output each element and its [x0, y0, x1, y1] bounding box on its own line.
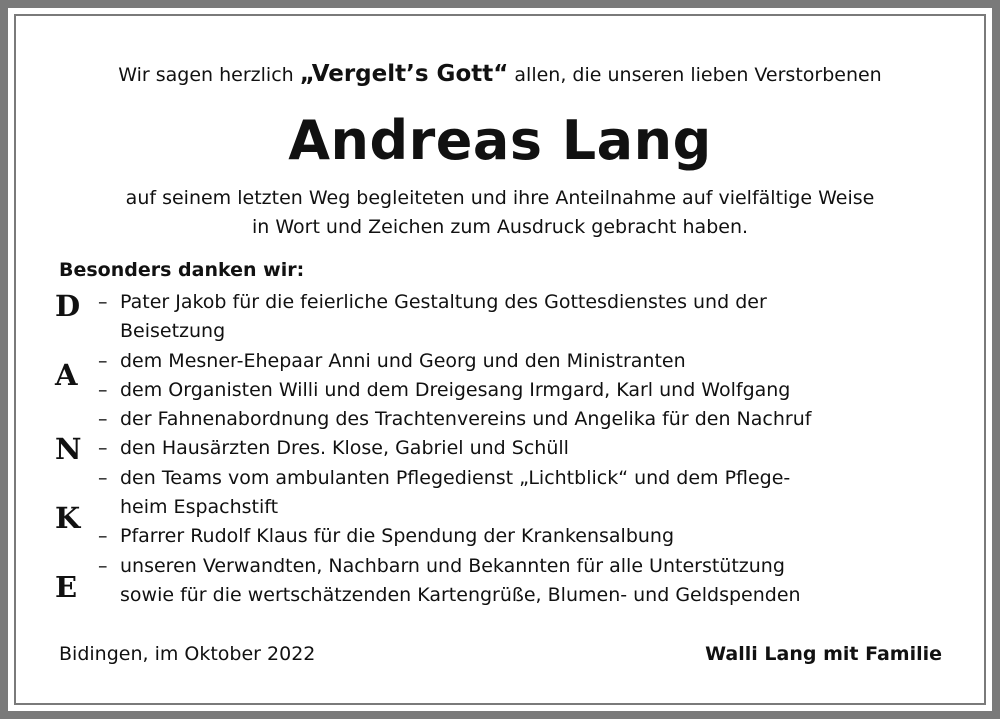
list-item-text: der Fahnenabordnung des Trachtenvereins und Angelika für den Nachruf: [120, 408, 812, 431]
deceased-name: Andreas Lang: [288, 109, 712, 172]
list-dash: –: [98, 349, 108, 372]
list-dash: –: [98, 291, 108, 313]
danke-letter-k: K: [55, 501, 81, 535]
danke-letter-a: A: [55, 358, 78, 392]
intro-text-after: allen, die unseren lieben Verstorbenen: [508, 64, 882, 86]
list-item-text: Pater Jakob für die feierliche Gestaltung des Gottesdienstes und der: [120, 291, 767, 313]
list-item-text: unseren Verwandten, Nachbarn und Bekannten für alle Unterstützung: [120, 554, 785, 577]
intro-quote: „Vergelt’s Gott“: [299, 61, 509, 87]
list-item: [98, 347, 811, 376]
list-item: [98, 405, 811, 434]
list-dash: –: [98, 554, 108, 577]
danke-letter-n: N: [55, 432, 82, 466]
list-item-continuation: heim Espachstift: [120, 496, 279, 519]
list-item-text: dem Organisten Willi und dem Dreigesang Irmgard, Karl und Wolfgang: [120, 378, 791, 401]
list-item-text: Pfarrer Rudolf Klaus für die Spendung der Krankensalbung: [120, 525, 675, 548]
follow-text-line-2: in Wort und Zeichen zum Ausdruck gebracht haben.: [251, 216, 749, 238]
intro-line: [0, 60, 1000, 89]
list-dash: –: [98, 525, 108, 548]
list-item: [98, 376, 811, 405]
list-item: [98, 522, 811, 551]
list-item: [98, 552, 811, 581]
list-dash: –: [98, 466, 108, 489]
signature: Walli Lang mit Familie: [705, 643, 942, 665]
list-item-text: den Hausärzten Dres. Klose, Gabriel und Schüll: [120, 437, 569, 460]
thanks-heading: Besonders danken wir:: [59, 259, 305, 281]
list-item-text: den Teams vom ambulanten Pflegedienst „Lichtblick“ und dem Pflege-: [120, 466, 791, 489]
list-item-text: dem Mesner-Ehepaar Anni und Georg und den Ministranten: [120, 349, 686, 372]
list-dash: –: [98, 408, 108, 431]
danke-letter-e: E: [55, 570, 78, 604]
intro-text-before: Wir sagen herzlich: [118, 64, 300, 86]
list-item: [98, 288, 811, 317]
list-item: [98, 464, 811, 493]
list-dash: –: [98, 378, 108, 401]
thanks-list: [98, 288, 811, 610]
follow-text-line-1: auf seinem letzten Weg begleiteten und ihre Anteilnahme auf vielfältige Weise: [125, 187, 875, 209]
follow-text: [0, 184, 1000, 242]
place-date: Bidingen, im Oktober 2022: [59, 643, 316, 665]
danke-letter-d: D: [55, 289, 81, 323]
list-item-continuation: Beisetzung: [120, 320, 226, 343]
list-item-continuation: sowie für die wertschätzenden Kartengrüße, Blumen- und Geldspenden: [120, 583, 801, 606]
list-item: [98, 434, 811, 463]
list-dash: –: [98, 437, 108, 460]
